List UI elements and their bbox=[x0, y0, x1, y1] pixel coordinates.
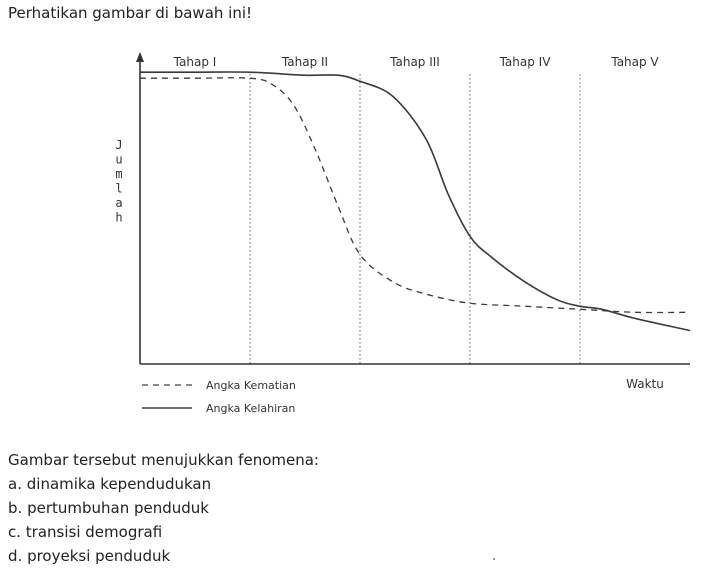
question-block bbox=[8, 448, 319, 568]
y-axis-label-char: a bbox=[115, 196, 123, 210]
y-axis-label-char: l bbox=[115, 181, 123, 196]
stage-label: Tahap II bbox=[281, 55, 329, 69]
y-axis-arrow bbox=[136, 52, 144, 62]
option-d[interactable] bbox=[8, 544, 319, 568]
y-axis-label-char: J bbox=[115, 138, 123, 152]
option-letter: b. bbox=[8, 499, 23, 517]
y-axis-label-char: u bbox=[115, 152, 123, 167]
legend bbox=[142, 379, 296, 415]
stray-dot bbox=[493, 558, 495, 560]
y-axis-label bbox=[115, 138, 122, 225]
option-text: proyeksi penduduk bbox=[27, 547, 171, 565]
stage-labels bbox=[173, 55, 660, 69]
option-text: dinamika kependudukan bbox=[26, 475, 212, 493]
option-text: pertumbuhan penduduk bbox=[27, 499, 209, 517]
option-text: transisi demografi bbox=[25, 523, 163, 541]
series-line-death-rate bbox=[140, 78, 690, 313]
option-a[interactable] bbox=[8, 472, 319, 496]
stage-label: Tahap IV bbox=[499, 55, 551, 69]
intro-text: Perhatikan gambar di bawah ini! bbox=[8, 4, 253, 22]
series-line-birth-rate bbox=[140, 72, 690, 331]
stage-label: Tahap III bbox=[390, 55, 440, 69]
stage-label: Tahap I bbox=[173, 55, 217, 69]
option-b[interactable] bbox=[8, 496, 319, 520]
stage-label: Tahap V bbox=[611, 55, 659, 69]
option-letter: d. bbox=[8, 547, 23, 565]
option-letter: a. bbox=[8, 475, 22, 493]
y-axis-label-char: h bbox=[115, 210, 123, 225]
legend-label-death-rate: Angka Kematian bbox=[206, 379, 296, 392]
question-text: Gambar tersebut menujukkan fenomena: bbox=[8, 451, 319, 469]
stage-dividers bbox=[250, 74, 580, 364]
y-axis-label-char: m bbox=[115, 167, 123, 181]
series-lines bbox=[140, 72, 690, 331]
option-c[interactable] bbox=[8, 520, 319, 544]
x-axis-label: Waktu bbox=[626, 377, 664, 391]
option-letter: c. bbox=[8, 523, 22, 541]
legend-label-birth-rate: Angka Kelahiran bbox=[206, 402, 296, 415]
